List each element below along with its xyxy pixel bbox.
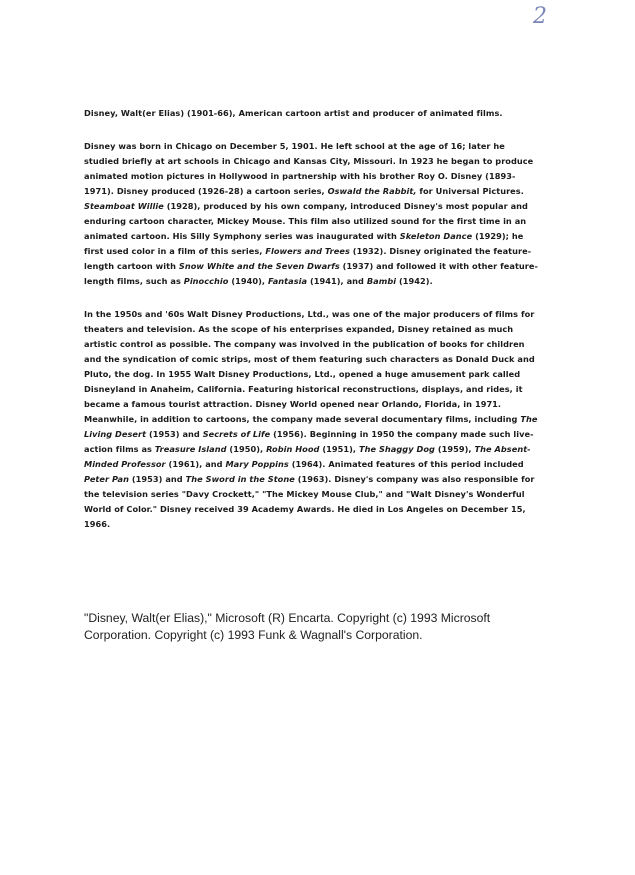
italic-title: Secrets of Life [202, 429, 271, 439]
paragraph-1 [84, 139, 539, 289]
italic-title: Pinocchio [183, 276, 229, 286]
italic-title: Snow White and the Seven Dwarfs [178, 261, 340, 271]
italic-title: Mary Poppins [225, 459, 289, 469]
text-run: (1963). Disney's company was also responsible for the television series "Davy Crockett," "The Mickey Mouse Club," and "Walt Disney's Wonderful World of Color." Disney received 39 Academy Awards. He died in Los Angeles on December 15, 1966. [84, 474, 535, 529]
italic-title: The Living Desert [84, 414, 538, 439]
page-number: 2 [533, 4, 547, 29]
text-run: (1956). Beginning in 1950 the company made such live-action films as [84, 429, 534, 454]
text-run: (1951), [319, 444, 359, 454]
text-run: (1929); he first used color in a film of this series, [84, 231, 524, 256]
italic-title: Steamboat Willie [84, 201, 164, 211]
text-run: (1940), [228, 276, 268, 286]
text-run: for Universal Pictures. [416, 186, 524, 196]
text-run: (1932). Disney originated the feature-length cartoon with [84, 246, 532, 271]
italic-title: Peter Pan [84, 474, 129, 484]
paragraph-2 [84, 307, 539, 532]
italic-title: The Shaggy Dog [358, 444, 435, 454]
italic-title: Fantasia [268, 276, 308, 286]
italic-title: Bambi [366, 276, 397, 286]
text-run: (1964). Animated features of this period included [288, 459, 524, 469]
italic-title: Robin Hood [266, 444, 320, 454]
text-run: (1941), and [307, 276, 367, 286]
text-run: (1928), produced by his own company, introduced Disney's most popular and enduring cartoon character, Mickey Mouse. This film also utilized sound for the first time in an animated cartoon. His Silly Symphony series was inaugurated with [84, 201, 528, 241]
article-body [84, 106, 539, 550]
text-run: (1961), and [165, 459, 226, 469]
text-run: (1953) and [146, 429, 203, 439]
italic-title: The Sword in the Stone [185, 474, 295, 484]
italic-title: The Absent-Minded Professor [84, 444, 531, 469]
text-run: (1942). [396, 276, 433, 286]
italic-title: Flowers and Trees [265, 246, 350, 256]
text-run: (1953) and [128, 474, 186, 484]
text-run: (1959), [434, 444, 475, 454]
text-run: In the 1950s and '60s Walt Disney Productions, Ltd., was one of the major producers of films for theaters and television. As the scope of his enterprises expanded, Disney retained as much artistic control as possible. The company was involved in the publication of books for children and the syndication of comic strips, most of them featuring such characters as Donald Duck and Pluto, the dog. In 1955 Walt Disney Productions, Ltd., opened a huge amusement park called Disneyland in Anaheim, California. Featuring historical reconstructions, displays, and rides, it became a famous tourist attraction. Disney World opened near Orlando, Florida, in 1971. Meanwhile, in addition to cartoons, the company made several documentary films, including [84, 309, 535, 424]
italic-title: Treasure Island [154, 444, 227, 454]
citation: "Disney, Walt(er Elias)," Microsoft (R) Encarta. Copyright (c) 1993 Microsoft Corporation. Copyright (c) 1993 Funk & Wagnall's Corporation. [84, 611, 491, 642]
text-run: Disney was born in Chicago on December 5, 1901. He left school at the age of 16; later he studied briefly at art schools in Chicago and Kansas City, Missouri. In 1923 he began to produce animated motion pictures in Hollywood in partnership with his brother Roy O. Disney (1893-1971). Disney produced (1926-28) a cartoon series, [84, 141, 534, 196]
text-run: (1950), [226, 444, 267, 454]
italic-title: Skeleton Dance [399, 231, 473, 241]
article-heading: Disney, Walt(er Elias) (1901-66), American cartoon artist and producer of animated films. [84, 108, 503, 118]
text-run: (1937) and followed it with other feature-length films, such as [84, 261, 538, 286]
italic-title: Oswald the Rabbit, [327, 186, 417, 196]
